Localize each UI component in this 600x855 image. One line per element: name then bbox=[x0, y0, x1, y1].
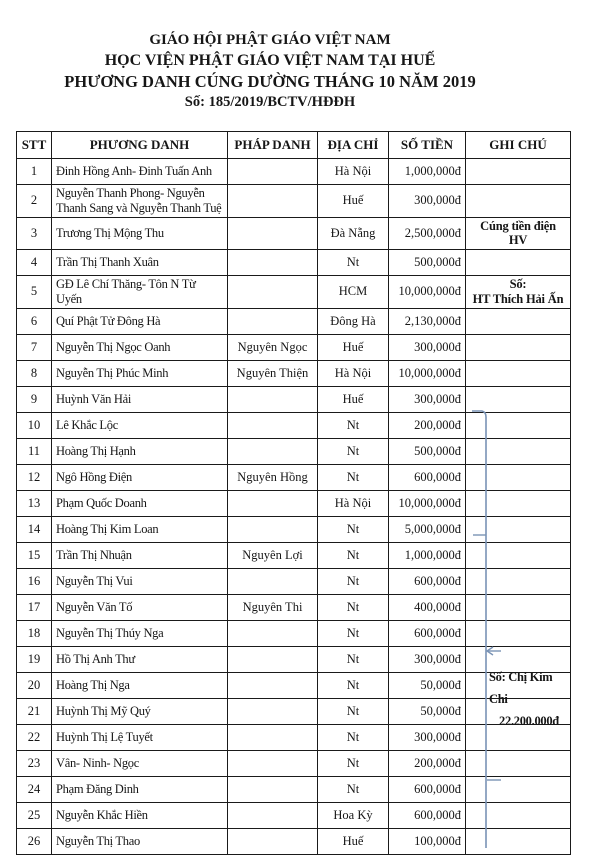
table-row bbox=[17, 698, 571, 724]
row-number: 13 bbox=[17, 490, 52, 516]
amount: 400,000đ bbox=[389, 594, 466, 620]
dharma-name bbox=[228, 516, 318, 542]
amount: 2,500,000đ bbox=[389, 217, 466, 250]
table-row bbox=[17, 412, 571, 438]
dharma-name bbox=[228, 490, 318, 516]
address: Nt bbox=[318, 464, 389, 490]
donor-table bbox=[16, 131, 571, 855]
row-number: 24 bbox=[17, 776, 52, 802]
row-number: 12 bbox=[17, 464, 52, 490]
row-number: 14 bbox=[17, 516, 52, 542]
dharma-name bbox=[228, 724, 318, 750]
dharma-name bbox=[228, 698, 318, 724]
institute-name: HỌC VIỆN PHẬT GIÁO VIỆT NAM TẠI HUẾ bbox=[104, 52, 436, 69]
table-row bbox=[17, 386, 571, 412]
donor-name: Huỳnh Thị Mỹ Quý bbox=[52, 698, 228, 724]
table-row bbox=[17, 724, 571, 750]
note bbox=[466, 308, 571, 334]
row-number: 9 bbox=[17, 386, 52, 412]
row-number: 25 bbox=[17, 802, 52, 828]
address: Nt bbox=[318, 542, 389, 568]
row-number: 3 bbox=[17, 217, 52, 250]
table-row bbox=[17, 360, 571, 386]
donor-name: Phạm Quốc Doanh bbox=[52, 490, 228, 516]
dharma-name bbox=[228, 412, 318, 438]
row-number: 15 bbox=[17, 542, 52, 568]
address: Đông Hà bbox=[318, 308, 389, 334]
note bbox=[466, 828, 571, 854]
address: Nt bbox=[318, 724, 389, 750]
donor-name: Trần Thị Nhuận bbox=[52, 542, 228, 568]
address: Nt bbox=[318, 620, 389, 646]
address: Nt bbox=[318, 594, 389, 620]
table-row bbox=[17, 464, 571, 490]
note bbox=[466, 516, 571, 542]
donor-name: Đinh Hồng Anh- Đinh Tuấn Anh bbox=[52, 159, 228, 185]
donor-table-body bbox=[17, 159, 571, 855]
note bbox=[466, 594, 571, 620]
address: Nt bbox=[318, 776, 389, 802]
table-row bbox=[17, 308, 571, 334]
table-row bbox=[17, 568, 571, 594]
total-note-label: Số: Chị Kim Chi bbox=[489, 670, 553, 706]
note bbox=[466, 776, 571, 802]
note bbox=[466, 802, 571, 828]
dharma-name: Nguyên Thi bbox=[228, 594, 318, 620]
address: HCM bbox=[318, 276, 389, 309]
table-row bbox=[17, 490, 571, 516]
dharma-name bbox=[228, 386, 318, 412]
note: Số: HT Thích Hải Ấn bbox=[466, 276, 571, 309]
amount: 50,000đ bbox=[389, 672, 466, 698]
row-number: 6 bbox=[17, 308, 52, 334]
col-header-address: ĐỊA CHỈ bbox=[318, 132, 389, 159]
note bbox=[466, 542, 571, 568]
dharma-name bbox=[228, 646, 318, 672]
dharma-name: Nguyên Hồng bbox=[228, 464, 318, 490]
donor-name: Nguyễn Thanh Phong- Nguyễn Thanh Sang và Nguyễn Thanh Tuệ bbox=[52, 185, 228, 218]
row-number: 2 bbox=[17, 185, 52, 218]
amount: 300,000đ bbox=[389, 724, 466, 750]
table-row bbox=[17, 802, 571, 828]
table-row bbox=[17, 594, 571, 620]
donor-name: Hoàng Thị Hạnh bbox=[52, 438, 228, 464]
address: Nt bbox=[318, 516, 389, 542]
amount: 2,130,000đ bbox=[389, 308, 466, 334]
amount: 600,000đ bbox=[389, 568, 466, 594]
dharma-name bbox=[228, 185, 318, 218]
dharma-name bbox=[228, 802, 318, 828]
address: Hà Nội bbox=[318, 360, 389, 386]
dharma-name bbox=[228, 438, 318, 464]
dharma-name bbox=[228, 159, 318, 185]
donor-name: Phạm Đăng Dinh bbox=[52, 776, 228, 802]
table-row bbox=[17, 516, 571, 542]
address: Nt bbox=[318, 750, 389, 776]
dharma-name: Nguyên Lợi bbox=[228, 542, 318, 568]
row-number: 4 bbox=[17, 250, 52, 276]
note bbox=[466, 568, 571, 594]
amount: 300,000đ bbox=[389, 185, 466, 218]
table-row bbox=[17, 217, 571, 250]
note bbox=[466, 386, 571, 412]
table-row bbox=[17, 542, 571, 568]
table-row bbox=[17, 776, 571, 802]
note bbox=[466, 360, 571, 386]
document-title: PHƯƠNG DANH CÚNG DƯỜNG THÁNG 10 NĂM 2019 bbox=[64, 72, 476, 91]
row-number: 20 bbox=[17, 672, 52, 698]
donor-name: Nguyễn Thị Vui bbox=[52, 568, 228, 594]
note bbox=[466, 185, 571, 218]
donor-name: Hồ Thị Anh Thư bbox=[52, 646, 228, 672]
note bbox=[466, 334, 571, 360]
dharma-name: Nguyên Ngọc bbox=[228, 334, 318, 360]
address: Nt bbox=[318, 568, 389, 594]
amount: 500,000đ bbox=[389, 438, 466, 464]
donor-name: Huỳnh Văn Hải bbox=[52, 386, 228, 412]
dharma-name bbox=[228, 217, 318, 250]
row-number: 26 bbox=[17, 828, 52, 854]
dharma-name bbox=[228, 776, 318, 802]
note bbox=[466, 750, 571, 776]
address: Hà Nội bbox=[318, 490, 389, 516]
donor-name: Trương Thị Mộng Thu bbox=[52, 217, 228, 250]
col-header-stt: STT bbox=[17, 132, 52, 159]
address: Huế bbox=[318, 386, 389, 412]
amount: 300,000đ bbox=[389, 386, 466, 412]
table-row bbox=[17, 159, 571, 185]
address: Nt bbox=[318, 698, 389, 724]
amount: 600,000đ bbox=[389, 464, 466, 490]
col-header-amount: SỐ TIỀN bbox=[389, 132, 466, 159]
row-number: 5 bbox=[17, 276, 52, 309]
amount: 600,000đ bbox=[389, 802, 466, 828]
donor-name: Nguyễn Thị Phúc Minh bbox=[52, 360, 228, 386]
table-row bbox=[17, 185, 571, 218]
row-number: 18 bbox=[17, 620, 52, 646]
table-row bbox=[17, 828, 571, 854]
address: Nt bbox=[318, 438, 389, 464]
donor-name: Vân- Ninh- Ngọc bbox=[52, 750, 228, 776]
table-row bbox=[17, 334, 571, 360]
donor-name: Nguyễn Thị Thao bbox=[52, 828, 228, 854]
amount: 10,000,000đ bbox=[389, 360, 466, 386]
note bbox=[466, 412, 571, 438]
table-row bbox=[17, 672, 571, 698]
note bbox=[466, 159, 571, 185]
address: Nt bbox=[318, 412, 389, 438]
total-note-amount: 22.200.000đ bbox=[499, 714, 559, 728]
col-header-note: GHI CHÚ bbox=[466, 132, 571, 159]
table-row bbox=[17, 276, 571, 309]
amount: 50,000đ bbox=[389, 698, 466, 724]
document-header bbox=[0, 30, 540, 113]
table-row bbox=[17, 646, 571, 672]
col-header-dharma: PHÁP DANH bbox=[228, 132, 318, 159]
amount: 300,000đ bbox=[389, 334, 466, 360]
donor-name: Quí Phật Tử Đông Hà bbox=[52, 308, 228, 334]
donor-name: Huỳnh Thị Lệ Tuyết bbox=[52, 724, 228, 750]
table-row bbox=[17, 620, 571, 646]
total-note bbox=[489, 666, 569, 732]
dharma-name bbox=[228, 568, 318, 594]
note bbox=[466, 490, 571, 516]
table-row bbox=[17, 250, 571, 276]
amount: 200,000đ bbox=[389, 750, 466, 776]
donor-name: Hoàng Thị Kim Loan bbox=[52, 516, 228, 542]
dharma-name bbox=[228, 750, 318, 776]
donor-name: Nguyễn Văn Tố bbox=[52, 594, 228, 620]
org-name: GIÁO HỘI PHẬT GIÁO VIỆT NAM bbox=[149, 32, 391, 48]
donor-name: Trần Thị Thanh Xuân bbox=[52, 250, 228, 276]
row-number: 22 bbox=[17, 724, 52, 750]
donor-name: Nguyễn Khắc Hiền bbox=[52, 802, 228, 828]
donor-name: Hoàng Thị Nga bbox=[52, 672, 228, 698]
table-row bbox=[17, 438, 571, 464]
amount: 1,000,000đ bbox=[389, 542, 466, 568]
amount: 10,000,000đ bbox=[389, 276, 466, 309]
address: Nt bbox=[318, 672, 389, 698]
address: Hà Nội bbox=[318, 159, 389, 185]
row-number: 17 bbox=[17, 594, 52, 620]
row-number: 19 bbox=[17, 646, 52, 672]
address: Hoa Kỳ bbox=[318, 802, 389, 828]
note bbox=[466, 250, 571, 276]
row-number: 7 bbox=[17, 334, 52, 360]
row-number: 10 bbox=[17, 412, 52, 438]
donor-name: GĐ Lê Chí Thăng- Tôn N Từ Uyến bbox=[52, 276, 228, 309]
dharma-name bbox=[228, 620, 318, 646]
note bbox=[466, 438, 571, 464]
dharma-name bbox=[228, 308, 318, 334]
table-row bbox=[17, 750, 571, 776]
row-number: 16 bbox=[17, 568, 52, 594]
donor-name: Ngô Hồng Điện bbox=[52, 464, 228, 490]
col-header-name: PHƯƠNG DANH bbox=[52, 132, 228, 159]
amount: 300,000đ bbox=[389, 646, 466, 672]
dharma-name bbox=[228, 828, 318, 854]
note bbox=[466, 620, 571, 646]
document-number: Số: 185/2019/BCTV/HĐĐH bbox=[184, 94, 356, 110]
table-header-row bbox=[17, 132, 571, 159]
address: Nt bbox=[318, 646, 389, 672]
amount: 100,000đ bbox=[389, 828, 466, 854]
dharma-name bbox=[228, 250, 318, 276]
address: Nt bbox=[318, 250, 389, 276]
donor-name: Nguyễn Thị Ngọc Oanh bbox=[52, 334, 228, 360]
note: Cúng tiền điện HV bbox=[466, 217, 571, 250]
row-number: 23 bbox=[17, 750, 52, 776]
amount: 10,000,000đ bbox=[389, 490, 466, 516]
amount: 600,000đ bbox=[389, 620, 466, 646]
amount: 200,000đ bbox=[389, 412, 466, 438]
address: Huế bbox=[318, 334, 389, 360]
row-number: 21 bbox=[17, 698, 52, 724]
address: Đà Nẵng bbox=[318, 217, 389, 250]
row-number: 8 bbox=[17, 360, 52, 386]
row-number: 11 bbox=[17, 438, 52, 464]
amount: 5,000,000đ bbox=[389, 516, 466, 542]
amount: 1,000,000đ bbox=[389, 159, 466, 185]
row-number: 1 bbox=[17, 159, 52, 185]
donor-name: Nguyễn Thị Thúy Nga bbox=[52, 620, 228, 646]
address: Huế bbox=[318, 185, 389, 218]
amount: 500,000đ bbox=[389, 250, 466, 276]
note bbox=[466, 464, 571, 490]
address: Huế bbox=[318, 828, 389, 854]
dharma-name bbox=[228, 672, 318, 698]
dharma-name: Nguyên Thiện bbox=[228, 360, 318, 386]
dharma-name bbox=[228, 276, 318, 309]
donor-name: Lê Khắc Lộc bbox=[52, 412, 228, 438]
amount: 600,000đ bbox=[389, 776, 466, 802]
